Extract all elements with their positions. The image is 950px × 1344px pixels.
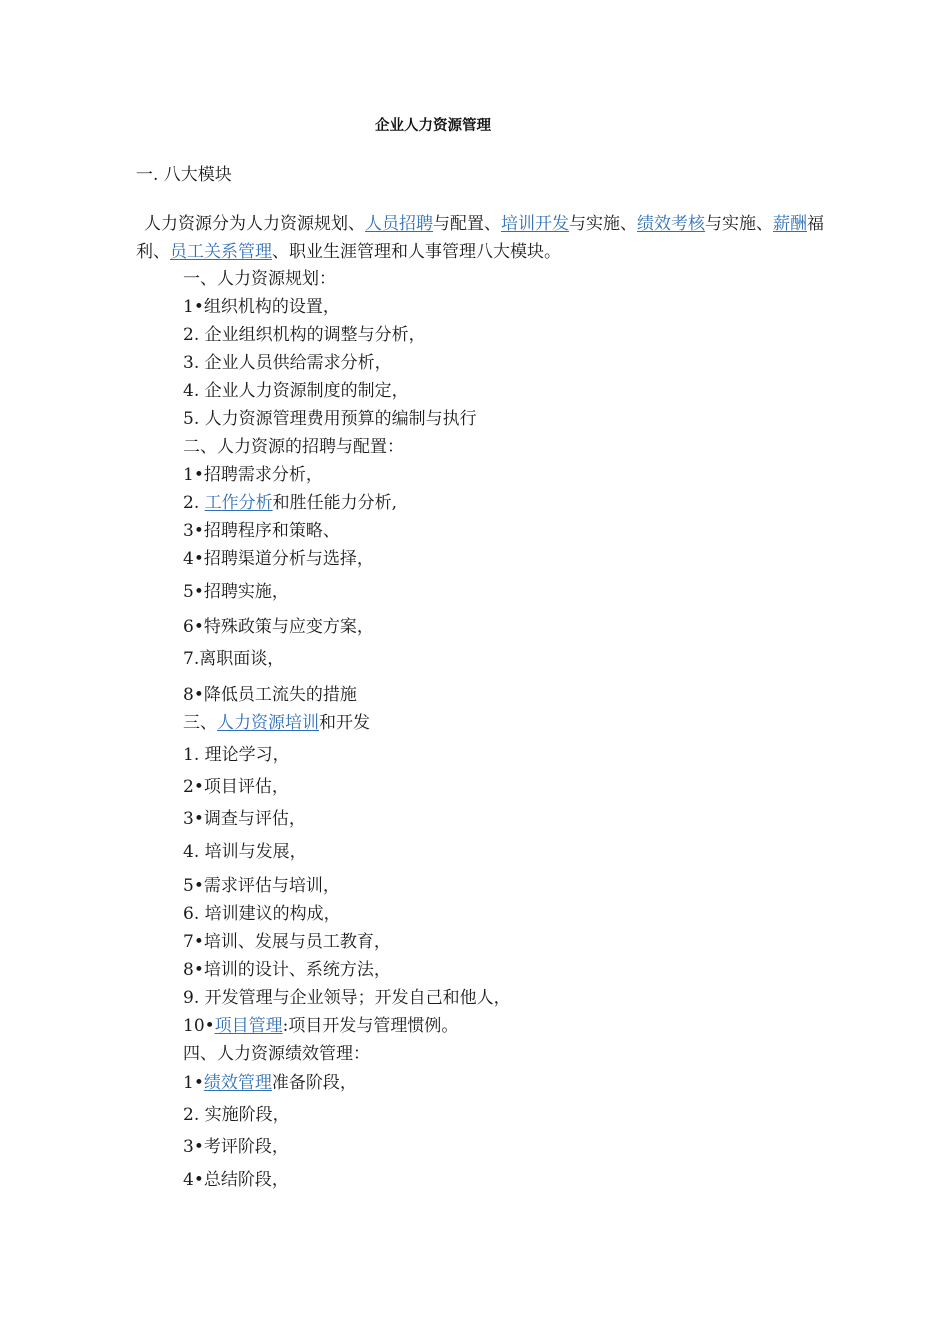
list-item: 6. 培训建议的构成，	[183, 904, 341, 924]
list-item: 5•招聘实施，	[183, 582, 289, 602]
link-training-development[interactable]: 培训开发	[501, 214, 569, 234]
list-item: 3•招聘程序和策略、	[183, 521, 340, 541]
section3-heading-suffix: 和开发	[319, 713, 370, 733]
list-item: 3. 企业人员供给需求分析，	[183, 353, 392, 373]
section3-heading	[183, 711, 370, 735]
link-job-analysis[interactable]: 工作分析	[204, 493, 273, 513]
list-item-prefix: 2.	[183, 493, 205, 513]
list-item	[183, 491, 397, 515]
list-item: 1. 理论学习，	[183, 745, 290, 765]
list-item: 7•培训、发展与员工教育，	[183, 932, 391, 952]
list-item: 4. 培训与发展，	[183, 842, 307, 862]
list-item-suffix: 和胜任能力分析,	[272, 493, 398, 513]
link-employee-relations[interactable]: 员工关系管理	[170, 242, 272, 262]
list-item: 2. 实施阶段，	[183, 1105, 290, 1125]
list-item: 3•考评阶段，	[183, 1137, 289, 1157]
link-project-management[interactable]: 项目管理	[214, 1016, 283, 1036]
intro-text: 、职业生涯管理和人事管理八大模块。	[272, 242, 561, 262]
link-performance-management[interactable]: 绩效管理	[203, 1073, 272, 1093]
list-item: 9. 开发管理与企业领导；开发自己和他人，	[183, 988, 511, 1008]
list-item: 8•培训的设计、系统方法，	[183, 960, 391, 980]
list-item: 1•招聘需求分析，	[183, 465, 323, 485]
list-item: 3•调查与评估，	[183, 809, 306, 829]
list-item	[183, 1014, 458, 1038]
list-item-suffix: :项目开发与管理惯例。	[282, 1016, 459, 1036]
section1-heading: 一、人力资源规划：	[183, 269, 336, 289]
list-item: 5•需求评估与培训，	[183, 876, 340, 896]
intro-text: 与配置、	[433, 214, 501, 234]
intro-text: 人力资源分为人力资源规划、	[144, 214, 365, 234]
section4-heading: 四、人力资源绩效管理：	[183, 1044, 370, 1064]
intro-text: 与实施、	[569, 214, 637, 234]
intro-text: 福利、	[136, 214, 824, 262]
section2-heading: 二、人力资源的招聘与配置：	[183, 437, 404, 457]
intro-text: 与实施、	[705, 214, 773, 234]
section3-heading-prefix: 三、	[183, 713, 217, 733]
link-recruitment[interactable]: 人员招聘	[365, 214, 433, 234]
link-compensation[interactable]: 薪酬	[773, 214, 807, 234]
list-item: 2. 企业组织机构的调整与分析，	[183, 325, 426, 345]
document-title: 企业人力资源管理	[375, 118, 491, 134]
list-item: 2•项目评估，	[183, 777, 289, 797]
list-item: 8•降低员工流失的措施	[183, 685, 357, 705]
list-item: 4. 企业人力资源制度的制定，	[183, 381, 409, 401]
list-item: 6•特殊政策与应变方案，	[183, 617, 374, 637]
list-item-suffix: 准备阶段，	[271, 1073, 357, 1093]
list-item	[183, 1071, 357, 1095]
list-item: 1•组织机构的设置，	[183, 297, 340, 317]
list-item: 4•总结阶段，	[183, 1170, 289, 1190]
list-item: 5. 人力资源管理费用预算的编制与执行	[183, 409, 477, 429]
list-item: 7.离职面谈，	[183, 649, 285, 669]
intro-paragraph	[136, 210, 826, 266]
list-item-prefix: 1•	[183, 1073, 204, 1093]
list-item: 4•招聘渠道分析与选择，	[183, 549, 374, 569]
link-performance-appraisal[interactable]: 绩效考核	[637, 214, 705, 234]
list-item-prefix: 10•	[183, 1016, 215, 1036]
link-hr-training[interactable]: 人力资源培训	[217, 713, 319, 733]
section-heading-eight-modules: 一. 八大模块	[136, 165, 232, 185]
